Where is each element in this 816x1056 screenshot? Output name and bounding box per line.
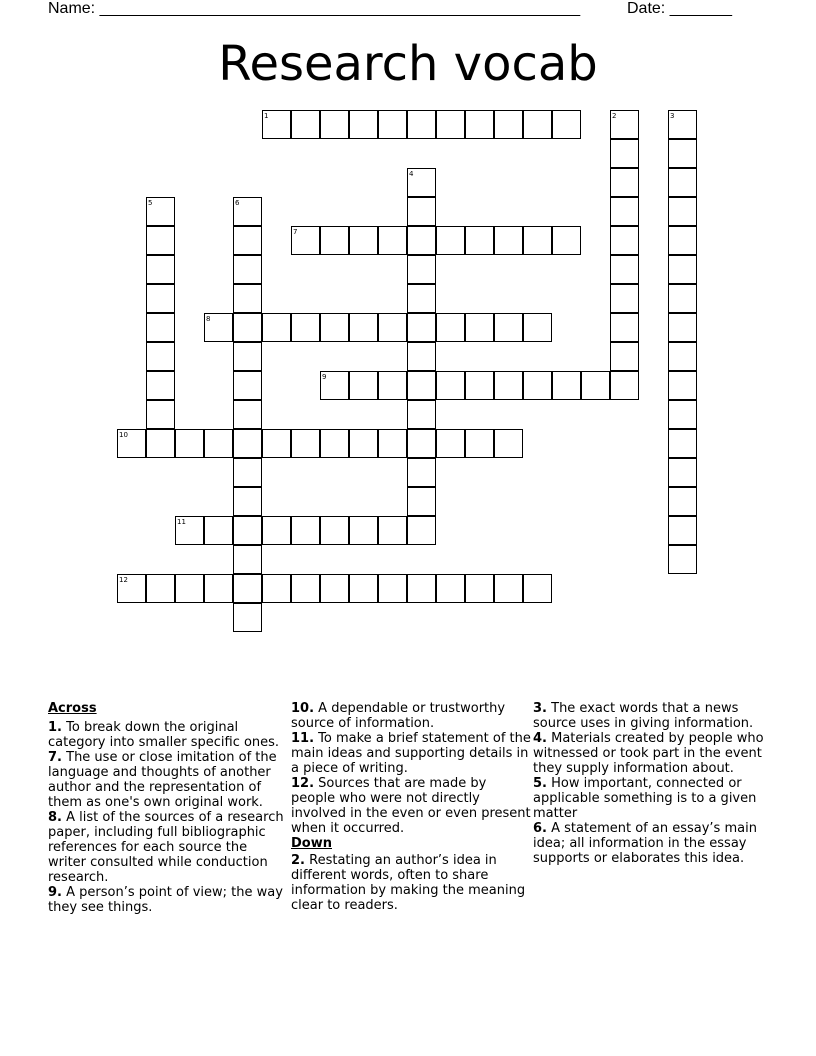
grid-cell[interactable] bbox=[668, 313, 697, 342]
grid-cell[interactable] bbox=[146, 313, 175, 342]
cell-number: 8 bbox=[206, 315, 211, 323]
grid-cell[interactable] bbox=[407, 400, 436, 429]
grid-cell[interactable] bbox=[668, 516, 697, 545]
clue-number: 9. bbox=[48, 885, 62, 900]
clue-text: The use or close imitation of the language and thoughts of another author and the representation of them as one's own original work. bbox=[48, 750, 277, 810]
grid-cell[interactable] bbox=[407, 429, 436, 458]
grid-cell[interactable] bbox=[320, 574, 349, 603]
grid-cell[interactable] bbox=[407, 255, 436, 284]
cell-number: 6 bbox=[235, 199, 240, 207]
clue-item bbox=[48, 720, 288, 750]
cell-number: 1 bbox=[264, 112, 269, 120]
grid-cell[interactable] bbox=[204, 313, 233, 342]
grid-cell[interactable] bbox=[320, 313, 349, 342]
grid-cell[interactable] bbox=[378, 313, 407, 342]
grid-cell[interactable] bbox=[378, 429, 407, 458]
clue-number: 1. bbox=[48, 720, 62, 735]
grid-cell[interactable] bbox=[407, 516, 436, 545]
grid-cell[interactable] bbox=[668, 139, 697, 168]
grid-cell[interactable] bbox=[378, 574, 407, 603]
name-field-label[interactable]: Name: ______________________________________________________ bbox=[48, 0, 581, 17]
clue-number: 12. bbox=[291, 776, 315, 791]
grid-cell[interactable] bbox=[378, 110, 407, 139]
grid-cell[interactable] bbox=[523, 110, 552, 139]
grid-cell[interactable] bbox=[233, 429, 262, 458]
grid-cell[interactable] bbox=[117, 574, 146, 603]
grid-cell[interactable] bbox=[233, 574, 262, 603]
grid-cell[interactable] bbox=[552, 110, 581, 139]
grid-cell[interactable] bbox=[146, 226, 175, 255]
grid-cell[interactable] bbox=[610, 139, 639, 168]
clue-text: Sources that are made by people who were not directly involved in the even or even present when it occurred. bbox=[291, 776, 531, 836]
clue-text: To make a brief statement of the main ideas and supporting details in a piece of writing. bbox=[291, 731, 531, 776]
grid-cell[interactable] bbox=[523, 226, 552, 255]
down-heading: Down bbox=[291, 836, 332, 851]
grid-cell[interactable] bbox=[146, 255, 175, 284]
grid-cell[interactable] bbox=[291, 110, 320, 139]
grid-cell[interactable] bbox=[233, 487, 262, 516]
cell-number: 10 bbox=[119, 431, 128, 439]
cell-number: 7 bbox=[293, 228, 298, 236]
grid-cell[interactable] bbox=[668, 429, 697, 458]
grid-cell[interactable] bbox=[581, 371, 610, 400]
grid-cell[interactable] bbox=[262, 429, 291, 458]
grid-cell[interactable] bbox=[668, 458, 697, 487]
grid-cell[interactable] bbox=[175, 429, 204, 458]
grid-cell[interactable] bbox=[233, 342, 262, 371]
clue-item bbox=[291, 701, 531, 731]
grid-cell[interactable] bbox=[610, 371, 639, 400]
clue-number: 8. bbox=[48, 810, 62, 825]
grid-cell[interactable] bbox=[465, 110, 494, 139]
grid-cell[interactable] bbox=[668, 545, 697, 574]
clues-column-3 bbox=[533, 701, 773, 866]
clue-item bbox=[48, 885, 288, 915]
grid-cell[interactable] bbox=[349, 429, 378, 458]
grid-cell[interactable] bbox=[204, 516, 233, 545]
grid-cell[interactable] bbox=[233, 516, 262, 545]
clue-number: 11. bbox=[291, 731, 315, 746]
grid-cell[interactable] bbox=[233, 197, 262, 226]
grid-cell[interactable] bbox=[610, 197, 639, 226]
grid-cell[interactable] bbox=[320, 226, 349, 255]
grid-cell[interactable] bbox=[262, 110, 291, 139]
grid-cell[interactable] bbox=[349, 313, 378, 342]
grid-cell[interactable] bbox=[349, 226, 378, 255]
grid-cell[interactable] bbox=[320, 429, 349, 458]
grid-cell[interactable] bbox=[465, 574, 494, 603]
grid-cell[interactable] bbox=[407, 197, 436, 226]
grid-cell[interactable] bbox=[407, 487, 436, 516]
cell-number: 2 bbox=[612, 112, 617, 120]
grid-cell[interactable] bbox=[233, 458, 262, 487]
grid-cell[interactable] bbox=[668, 400, 697, 429]
grid-cell[interactable] bbox=[378, 371, 407, 400]
grid-cell[interactable] bbox=[291, 313, 320, 342]
clue-text: The exact words that a news source uses in giving information. bbox=[533, 701, 754, 731]
grid-cell[interactable] bbox=[407, 458, 436, 487]
grid-cell[interactable] bbox=[233, 603, 262, 632]
cell-number: 9 bbox=[322, 373, 327, 381]
clue-number: 6. bbox=[533, 821, 547, 836]
clue-number: 5. bbox=[533, 776, 547, 791]
grid-cell[interactable] bbox=[378, 226, 407, 255]
grid-cell[interactable] bbox=[146, 371, 175, 400]
grid-cell[interactable] bbox=[117, 429, 146, 458]
grid-cell[interactable] bbox=[146, 342, 175, 371]
cell-number: 12 bbox=[119, 576, 128, 584]
cell-number: 4 bbox=[409, 170, 414, 178]
grid-cell[interactable] bbox=[610, 226, 639, 255]
grid-cell[interactable] bbox=[668, 284, 697, 313]
grid-cell[interactable] bbox=[523, 371, 552, 400]
grid-cell[interactable] bbox=[233, 313, 262, 342]
grid-cell[interactable] bbox=[610, 342, 639, 371]
grid-cell[interactable] bbox=[610, 284, 639, 313]
grid-cell[interactable] bbox=[465, 371, 494, 400]
clue-item bbox=[291, 776, 531, 836]
grid-cell[interactable] bbox=[610, 255, 639, 284]
grid-cell[interactable] bbox=[291, 574, 320, 603]
grid-cell[interactable] bbox=[233, 371, 262, 400]
clue-text: Materials created by people who witnessed or took part in the event they supply information about. bbox=[533, 731, 764, 776]
grid-cell[interactable] bbox=[552, 371, 581, 400]
clues-column-1 bbox=[48, 701, 288, 915]
grid-cell[interactable] bbox=[233, 226, 262, 255]
grid-cell[interactable] bbox=[494, 429, 523, 458]
grid-cell[interactable] bbox=[465, 429, 494, 458]
grid-cell[interactable] bbox=[378, 516, 407, 545]
grid-cell[interactable] bbox=[407, 226, 436, 255]
grid-cell[interactable] bbox=[204, 574, 233, 603]
grid-cell[interactable] bbox=[146, 574, 175, 603]
grid-cell[interactable] bbox=[233, 545, 262, 574]
grid-cell[interactable] bbox=[610, 313, 639, 342]
grid-cell[interactable] bbox=[175, 516, 204, 545]
grid-cell[interactable] bbox=[407, 371, 436, 400]
grid-cell[interactable] bbox=[465, 313, 494, 342]
grid-cell[interactable] bbox=[668, 168, 697, 197]
clue-number: 10. bbox=[291, 701, 315, 716]
grid-cell[interactable] bbox=[436, 313, 465, 342]
grid-cell[interactable] bbox=[291, 429, 320, 458]
clue-text: A dependable or trustworthy source of information. bbox=[291, 701, 506, 731]
grid-cell[interactable] bbox=[523, 313, 552, 342]
grid-cell[interactable] bbox=[349, 371, 378, 400]
clue-item bbox=[533, 701, 773, 731]
grid-cell[interactable] bbox=[552, 226, 581, 255]
clue-text: To break down the original category into smaller specific ones. bbox=[48, 720, 280, 750]
grid-cell[interactable] bbox=[494, 313, 523, 342]
clue-text: A person’s point of view; the way they see things. bbox=[48, 885, 283, 915]
grid-cell[interactable] bbox=[436, 226, 465, 255]
clue-item bbox=[291, 731, 531, 776]
grid-cell[interactable] bbox=[146, 197, 175, 226]
cell-number: 3 bbox=[670, 112, 675, 120]
grid-cell[interactable] bbox=[349, 516, 378, 545]
grid-cell[interactable] bbox=[146, 400, 175, 429]
grid-cell[interactable] bbox=[233, 400, 262, 429]
grid-cell[interactable] bbox=[436, 429, 465, 458]
grid-cell[interactable] bbox=[494, 574, 523, 603]
grid-cell[interactable] bbox=[407, 342, 436, 371]
grid-cell[interactable] bbox=[494, 226, 523, 255]
grid-cell[interactable] bbox=[668, 110, 697, 139]
grid-cell[interactable] bbox=[668, 371, 697, 400]
grid-cell[interactable] bbox=[349, 574, 378, 603]
grid-cell[interactable] bbox=[233, 284, 262, 313]
grid-cell[interactable] bbox=[436, 110, 465, 139]
across-heading: Across bbox=[48, 701, 97, 716]
grid-cell[interactable] bbox=[262, 516, 291, 545]
grid-cell[interactable] bbox=[494, 110, 523, 139]
clue-text: Restating an author’s idea in different words, often to share information by making the meaning clear to readers. bbox=[291, 853, 526, 913]
grid-cell[interactable] bbox=[668, 342, 697, 371]
grid-cell[interactable] bbox=[610, 110, 639, 139]
grid-cell[interactable] bbox=[146, 284, 175, 313]
grid-cell[interactable] bbox=[233, 255, 262, 284]
clue-number: 2. bbox=[291, 853, 305, 868]
clue-item bbox=[533, 776, 773, 821]
grid-cell[interactable] bbox=[407, 574, 436, 603]
grid-cell[interactable] bbox=[204, 429, 233, 458]
grid-cell[interactable] bbox=[436, 371, 465, 400]
page-title: Research vocab bbox=[218, 36, 598, 92]
clue-number: 4. bbox=[533, 731, 547, 746]
grid-cell[interactable] bbox=[407, 284, 436, 313]
grid-cell[interactable] bbox=[291, 226, 320, 255]
grid-cell[interactable] bbox=[668, 197, 697, 226]
grid-cell[interactable] bbox=[320, 516, 349, 545]
clue-text: How important, connected or applicable something is to a given matter bbox=[533, 776, 757, 821]
clue-item bbox=[48, 810, 288, 885]
grid-cell[interactable] bbox=[407, 168, 436, 197]
clue-text: A statement of an essay’s main idea; all information in the essay supports or elaborates this idea. bbox=[533, 821, 757, 866]
grid-cell[interactable] bbox=[291, 516, 320, 545]
grid-cell[interactable] bbox=[436, 574, 465, 603]
grid-cell[interactable] bbox=[494, 371, 523, 400]
grid-cell[interactable] bbox=[320, 110, 349, 139]
grid-cell[interactable] bbox=[465, 226, 494, 255]
grid-cell[interactable] bbox=[668, 255, 697, 284]
clue-item bbox=[533, 731, 773, 776]
cell-number: 11 bbox=[177, 518, 186, 526]
grid-cell[interactable] bbox=[407, 110, 436, 139]
grid-cell[interactable] bbox=[407, 313, 436, 342]
grid-cell[interactable] bbox=[262, 574, 291, 603]
grid-cell[interactable] bbox=[146, 429, 175, 458]
cell-number: 5 bbox=[148, 199, 153, 207]
clue-item bbox=[533, 821, 773, 866]
grid-cell[interactable] bbox=[668, 226, 697, 255]
clues-column-2 bbox=[291, 701, 531, 913]
clue-number: 7. bbox=[48, 750, 62, 765]
grid-cell[interactable] bbox=[349, 110, 378, 139]
clue-text: A list of the sources of a research paper, including full bibliographic references for each source the writer consulted while conduction research. bbox=[48, 810, 284, 885]
grid-cell[interactable] bbox=[610, 168, 639, 197]
clue-item bbox=[291, 853, 531, 913]
grid-cell[interactable] bbox=[175, 574, 204, 603]
date-field-label[interactable]: Date: _______ bbox=[627, 0, 732, 17]
grid-cell[interactable] bbox=[668, 487, 697, 516]
clue-item bbox=[48, 750, 288, 810]
grid-cell[interactable] bbox=[320, 371, 349, 400]
grid-cell[interactable] bbox=[262, 313, 291, 342]
grid-cell[interactable] bbox=[523, 574, 552, 603]
clue-number: 3. bbox=[533, 701, 547, 716]
